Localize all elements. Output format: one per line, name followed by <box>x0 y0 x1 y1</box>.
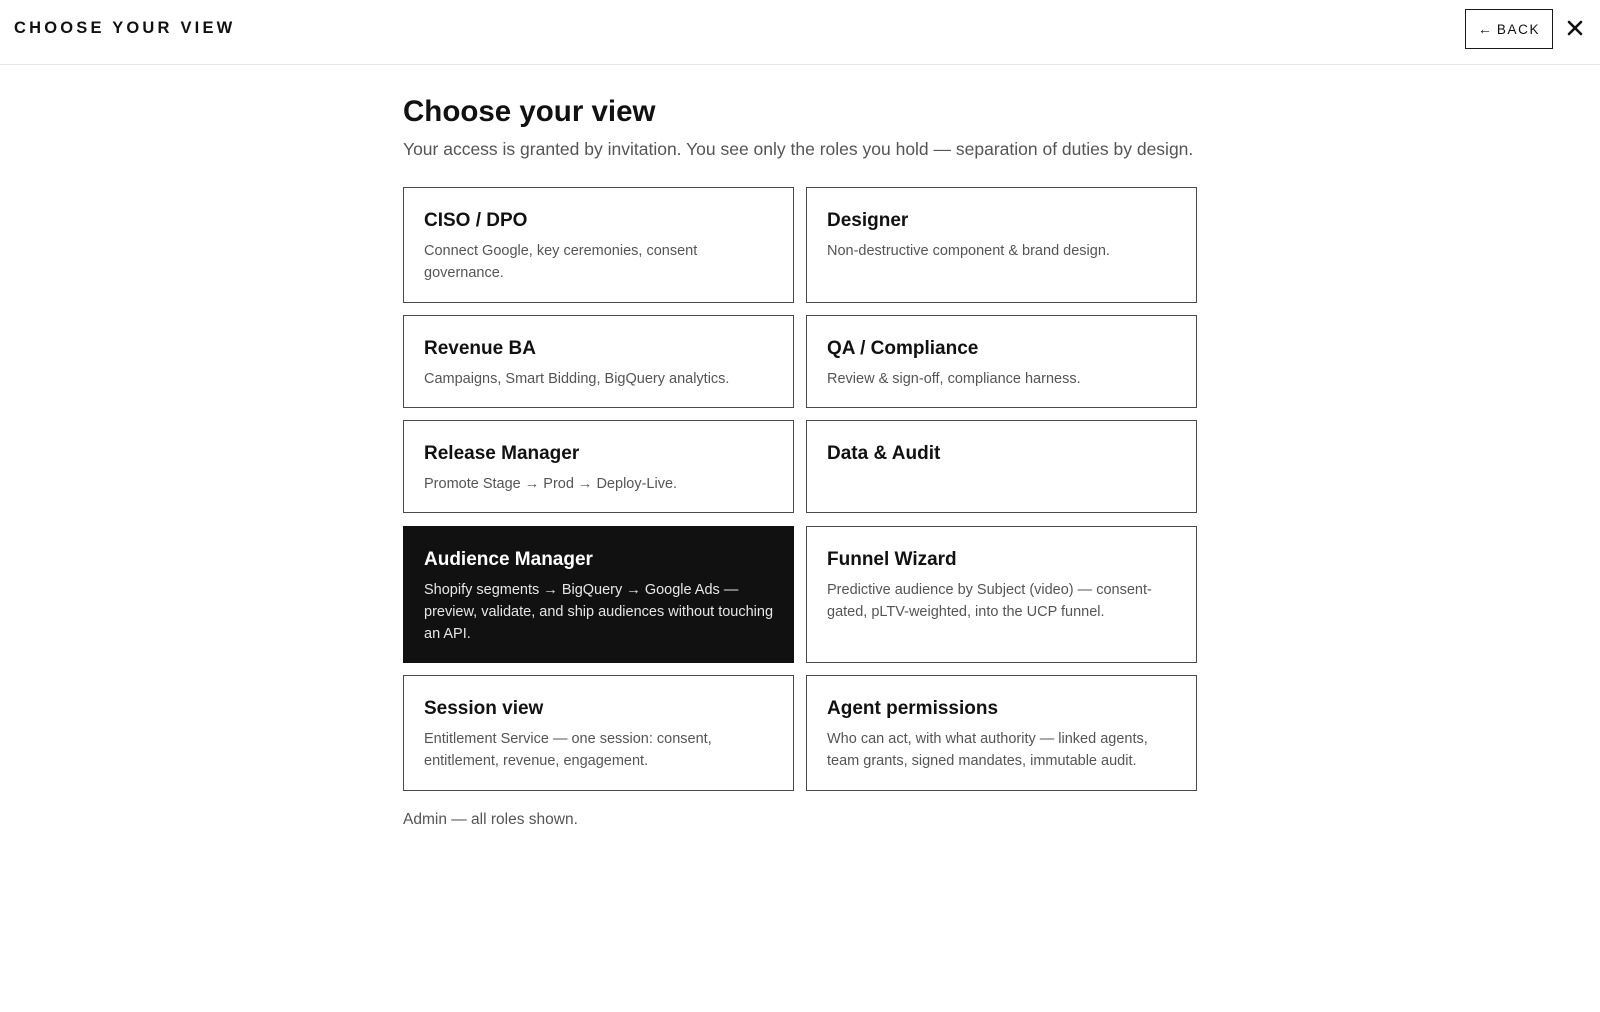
role-card-designer[interactable] <box>806 187 1197 303</box>
role-title: Audience Manager <box>424 549 593 570</box>
role-card-qa-compliance[interactable] <box>806 315 1197 408</box>
role-card-agent-permissions[interactable] <box>806 675 1197 791</box>
role-description: Shopify segments → BigQuery → Google Ads — preview, validate, and ship audiences without touching an API. <box>424 582 774 642</box>
role-title: Session view <box>424 698 544 719</box>
page-title: Choose your view <box>403 95 656 128</box>
role-title: Revenue BA <box>424 338 536 359</box>
role-card-audience-manager[interactable] <box>403 526 794 663</box>
role-description: Who can act, with what authority — linked agents, team grants, signed mandates, immutable audit. <box>827 731 1148 769</box>
role-title: Release Manager <box>424 443 580 464</box>
role-description: Campaigns, Smart Bidding, BigQuery analytics. <box>424 371 730 387</box>
role-card-data-audit[interactable] <box>806 420 1197 513</box>
back-button-label: BACK <box>1496 21 1541 37</box>
role-title: Data & Audit <box>827 443 941 464</box>
role-card-funnel-wizard[interactable] <box>806 526 1197 663</box>
role-description: Predictive audience by Subject (video) — consent-gated, pLTV-weighted, into the UCP funnel. <box>827 582 1152 620</box>
back-button[interactable] <box>1465 9 1553 49</box>
role-title: Designer <box>827 210 909 231</box>
admin-note: Admin — all roles shown. <box>403 811 578 828</box>
role-title: QA / Compliance <box>827 338 979 359</box>
role-description: Entitlement Service — one session: consent, entitlement, revenue, engagement. <box>424 731 712 769</box>
role-card-session-view[interactable] <box>403 675 794 791</box>
role-description: Connect Google, key ceremonies, consent governance. <box>424 243 698 281</box>
role-description: Non-destructive component & brand design. <box>827 243 1110 259</box>
role-title: Agent permissions <box>827 698 999 719</box>
role-description: Promote Stage → Prod → Deploy-Live. <box>424 476 678 492</box>
back-arrow-icon: ← <box>1477 21 1492 37</box>
role-description: Review & sign-off, compliance harness. <box>827 371 1081 387</box>
close-icon[interactable] <box>1564 17 1586 39</box>
role-title: CISO / DPO <box>424 210 528 231</box>
role-title: Funnel Wizard <box>827 549 957 570</box>
topbar-title: CHOOSE YOUR VIEW <box>14 19 236 37</box>
page-subtitle: Your access is granted by invitation. You see only the roles you hold — separation of duties by design. <box>403 139 1194 159</box>
role-card-release-manager[interactable] <box>403 420 794 513</box>
top-bar <box>0 0 1600 65</box>
role-card-revenue-ba[interactable] <box>403 315 794 408</box>
role-card-ciso-dpo[interactable] <box>403 187 794 303</box>
